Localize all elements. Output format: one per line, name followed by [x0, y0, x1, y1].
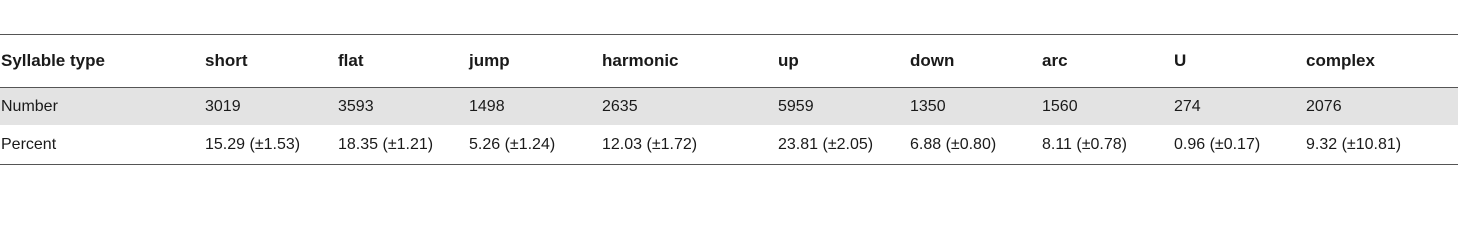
table-cell: 5959	[777, 88, 909, 126]
header-up: up	[778, 51, 799, 70]
header-down: down	[910, 51, 955, 70]
table-header-row	[0, 35, 1458, 88]
row-label: Number	[0, 88, 204, 126]
table-cell: 2076	[1305, 88, 1458, 126]
table-cell: 9.32 (±10.81)	[1306, 135, 1402, 153]
table-cell: 5.26 (±1.24)	[469, 135, 556, 153]
table-cell: 1350	[909, 88, 1041, 126]
row-label: Percent	[1, 135, 57, 153]
table-cell: 3019	[204, 88, 337, 126]
syllable-table-container	[0, 34, 1458, 165]
table-cell: 274	[1173, 88, 1305, 126]
table-cell: 18.35 (±1.21)	[338, 135, 434, 153]
table-row-percent	[0, 125, 1458, 165]
header-u: U	[1174, 51, 1187, 70]
table-cell: 12.03 (±1.72)	[602, 135, 698, 153]
header-flat: flat	[338, 51, 364, 70]
header-arc: arc	[1042, 51, 1068, 70]
syllable-type-table	[0, 34, 1458, 165]
header-syllable-type: Syllable type	[1, 51, 105, 70]
header-complex: complex	[1306, 51, 1375, 70]
table-cell: 3593	[337, 88, 468, 126]
table-cell: 8.11 (±0.78)	[1042, 135, 1127, 153]
table-cell: 2635	[601, 88, 777, 126]
table-cell: 1560	[1041, 88, 1173, 126]
header-short: short	[205, 51, 248, 70]
header-harmonic: harmonic	[602, 51, 679, 70]
table-cell: 6.88 (±0.80)	[910, 135, 997, 153]
table-cell: 0.96 (±0.17)	[1174, 135, 1261, 153]
header-jump: jump	[469, 51, 510, 70]
table-row-number	[0, 88, 1458, 126]
table-cell: 15.29 (±1.53)	[205, 135, 301, 153]
table-cell: 1498	[468, 88, 601, 126]
table-cell: 23.81 (±2.05)	[778, 135, 874, 153]
